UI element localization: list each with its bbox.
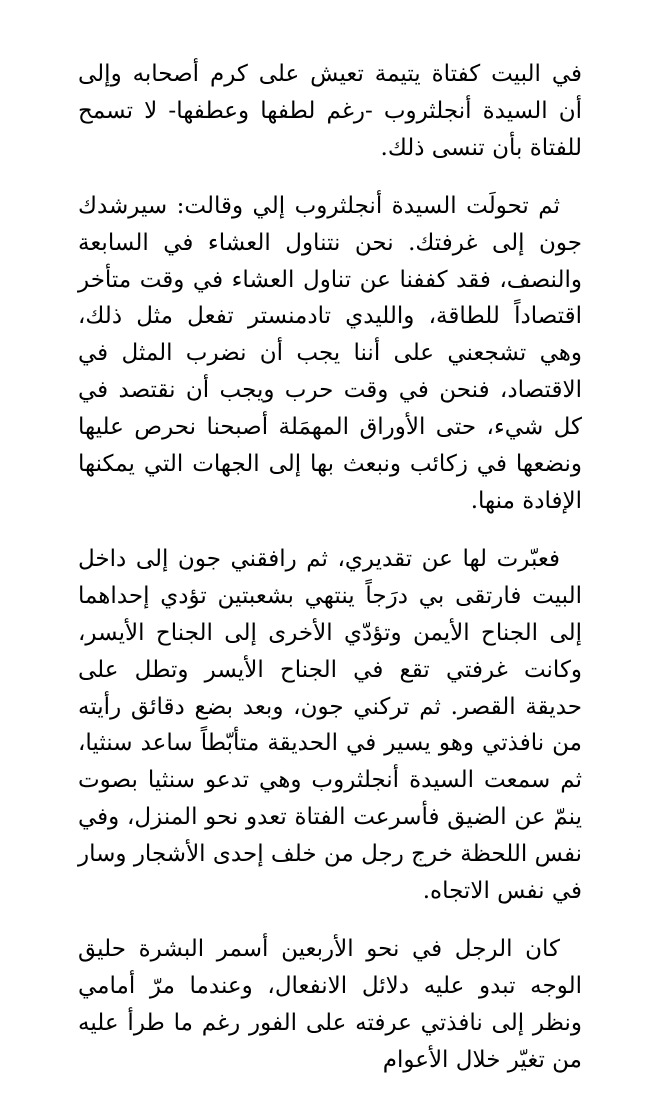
book-page: [78, 56, 582, 1100]
paragraph-2: ثم تحولَت السيدة أنجلثروب إلي وقالت: سيرشدك جون إلى غرفتك. نحن نتناول العشاء في السابعة والنصف، فقد كففنا عن تناول العشاء في وقت متأخر اقتصاداً للطاقة، والليدي تادمنستر تفعل مثل ذلك، وهي تشجعني على أننا يجب أن نضرب المثل في الاقتصاد، فنحن في وقت حرب ويجب أن نقتصد في كل شيء، حتى الأوراق المهمَلة أصبحنا نحرص عليها ونضعها في زكائب ونبعث بها إلى الجهات التي يمكنها الإفادة منها.: [78, 192, 582, 514]
paragraph-1: في البيت كفتاة يتيمة تعيش على كرم أصحابه وإلى أن السيدة أنجلثروب -رغم لطفها وعطفها- لا تسمح للفتاة بأن تنسى ذلك.: [78, 61, 582, 161]
paragraph-3: فعبّرت لها عن تقديري، ثم رافقني جون إلى داخل البيت فارتقى بي درَجاً ينتهي بشعبتين تؤدي إحداهما إلى الجناح الأيمن وتؤدّي الأخرى إلى الجناح الأيسر، وكانت غرفتي تقع في الجناح الأيسر وتطل على حديقة القصر. ثم تركني جون، وبعد بضع دقائق رأيته من نافذتي وهو يسير في الحديقة متأبّطاً ساعد سنثيا، ثم سمعت السيدة أنجلثروب وهي تدعو سنثيا بصوت ينمّ عن الضيق فأسرعت الفتاة تعدو نحو المنزل، وفي نفس اللحظة خرج رجل من خلف إحدى الأشجار وسار في نفس الاتجاه.: [78, 545, 582, 905]
paragraph-4: كان الرجل في نحو الأربعين أسمر البشرة حليق الوجه تبدو عليه دلائل الانفعال، وعندما مرّ أمامي ونظر إلى نافذتي عرفته على الفور رغم ما طرأ عليه من تغيّر خلال الأعوام: [78, 935, 582, 1073]
